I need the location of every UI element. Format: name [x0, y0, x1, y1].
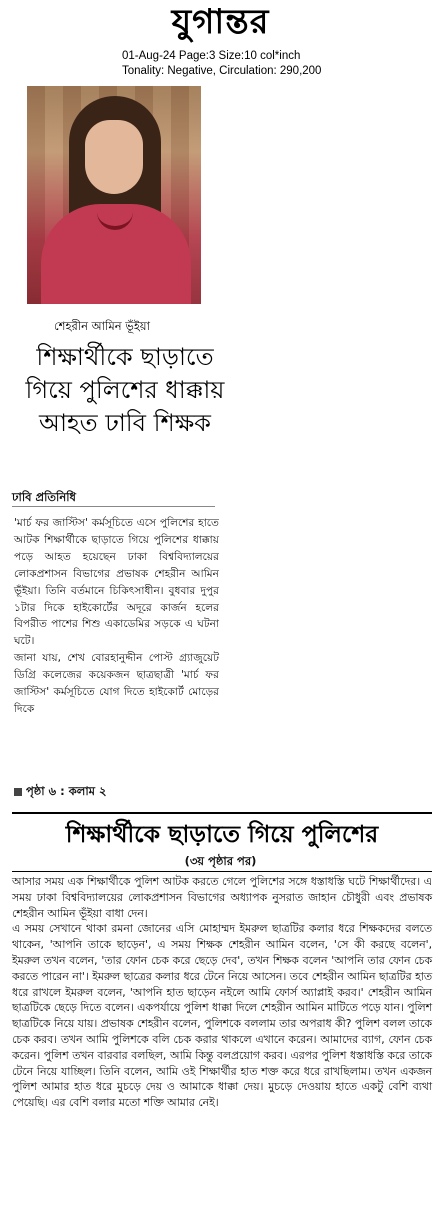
jump-text: পৃষ্ঠা ৬ : কলাম ২ [26, 784, 107, 798]
photo-caption: শেহরীন আমিন ভূঁইয়া [54, 319, 150, 333]
section-divider [12, 812, 432, 814]
article-paragraph: 'মার্চ ফর জাস্টিস' কর্মসূচিতে এসে পুলিশের হাতে আটক শিক্ষার্থীকে ছাড়াতে গিয়ে পুলিশের ধাক্কায় পড়ে আহত হয়েছেন ঢাকা বিশ্ববিদ্যালয়ের লোকপ্রশাসন বিভাগের প্রভাষক শেহরীন আমিন ভূঁইয়া। তিনি বর্তমানে চিকিৎসাধীন। বুধবার দুপুর ১টার দিকে হাইকোর্টের অদূরে কার্জন হলের বিপরীত পাশের শিশু একাডেমির সড়কে এ ঘটনা ঘটে। [14, 517, 219, 648]
portrait-photo [27, 86, 201, 304]
continuation-body [12, 874, 432, 1111]
article-body [14, 515, 219, 718]
article-paragraph: জানা যায়, শেখ বোরহানুদ্দীন পোস্ট গ্র্যাজুয়েট ডিগ্রি কলেজের কয়েকজন ছাত্রছাত্রী 'মার্চ ফর জাস্টিস' কর্মসূচিতে যোগ দিতে হাইকোর্ট মোড়ের দিকে [14, 652, 219, 715]
continued-on-note [14, 783, 107, 802]
byline-divider [12, 506, 215, 507]
continued-from-note: (৩য় পৃষ্ঠার পর) [184, 854, 257, 868]
continuation-headline: শিক্ষার্থীকে ছাড়াতে গিয়ে পুলিশের [65, 820, 379, 848]
clipping-meta-tonality: Tonality: Negative, Circulation: 290,200 [122, 65, 322, 77]
article-byline: ঢাবি প্রতিনিধি [12, 490, 76, 504]
photo-face [85, 120, 143, 194]
continuation-paragraph: এ সময় সেখানে থাকা রমনা জোনের এসি মোহাম্মদ ইমরুল ছাত্রটির কলার ধরে শিক্ষকদের বলতে থাকেন, 'আপনি তাকে ছাড়েন', এ সময় শিক্ষক শেহরীন আমিন বলেন, 'সে কী করছে বলেন', ইমরুল তখন বলেন, 'তার ফোন চেক করে ছেড়ে দেব', তখন শিক্ষক বলেন 'আপনি তার ফোন চেক করতে পারেন না'। ইমরুল ছাত্রের কলার ধরে টেনে নিয়ে আসেন। তবে শেহরীন আমিন ছাত্রটির হাত ধরে রাখলে ইমরুল বলেন, 'আপনি হাত ছাড়েন নইলে আমি ফোর্স অ্যাপ্লাই করব।' শেহরীন আমিন ছাত্রটিকে ছেড়ে দিতে বলেন। একপর্যায়ে পুলিশ ধাক্কা দিলে শেহরীন আমিন মাটিতে পড়ে যান। পুলিশ ছাত্রটিকে নিয়ে যায়। প্রভাষক শেহরীন বলেন, পুলিশকে বললাম তার অপরাধ কী? পুলিশ বলল তাকে চেক করব। তখন আমি পুলিশকে বলি চেক করার থাকলে এখানে করেন। আমাদের ব্যাগ, ফোন চেক করেন। পুলিশ তখন বারবার বলছিল, আমি কিন্তু বলপ্রয়োগ করব। এরপর পুলিশ ধস্তাধস্তি করে তাকে টেনে নিয়ে যাচ্ছিল। তিনি বলেন, আমি ওই শিক্ষার্থীর হাত শক্ত করে ধরে রাখছিলাম। তখন একজন পুলিশ আমার হাত ধরে মুচড়ে দেয় ও আমাকে ধাক্কা দেয়। মুচড়ে দেওয়ায় হাতে একটু বেশি ব্যথা পেয়েছি। এর বেশি বলার মতো শক্তি আমার নেই। [12, 922, 433, 1110]
clipping-meta-date: 01-Aug-24 Page:3 Size:10 col*inch [122, 50, 301, 62]
continuation-paragraph: আসার সময় এক শিক্ষার্থীকে পুলিশ আটক করতে গেলে পুলিশের সঙ্গে ধস্তাধস্তি ঘটে শিক্ষার্থীদের। এ সময় ঢাকা বিশ্ববিদ্যালয়ের লোকপ্রশাসন বিভাগের অধ্যাপক নুসরাত জাহান চৌধুরী এবং প্রভাষক শেহরীন আমিন ভূঁইয়া বাধা দেন। [12, 875, 432, 920]
masthead [0, 2, 441, 42]
newspaper-logo: যুগান্তর [171, 2, 270, 42]
article-headline: শিক্ষার্থীকে ছাড়াতে গিয়ে পুলিশের ধাক্কায় আহত ঢাবি শিক্ষক [25, 343, 225, 437]
continuation-divider [12, 871, 432, 872]
square-bullet-icon [14, 788, 22, 796]
